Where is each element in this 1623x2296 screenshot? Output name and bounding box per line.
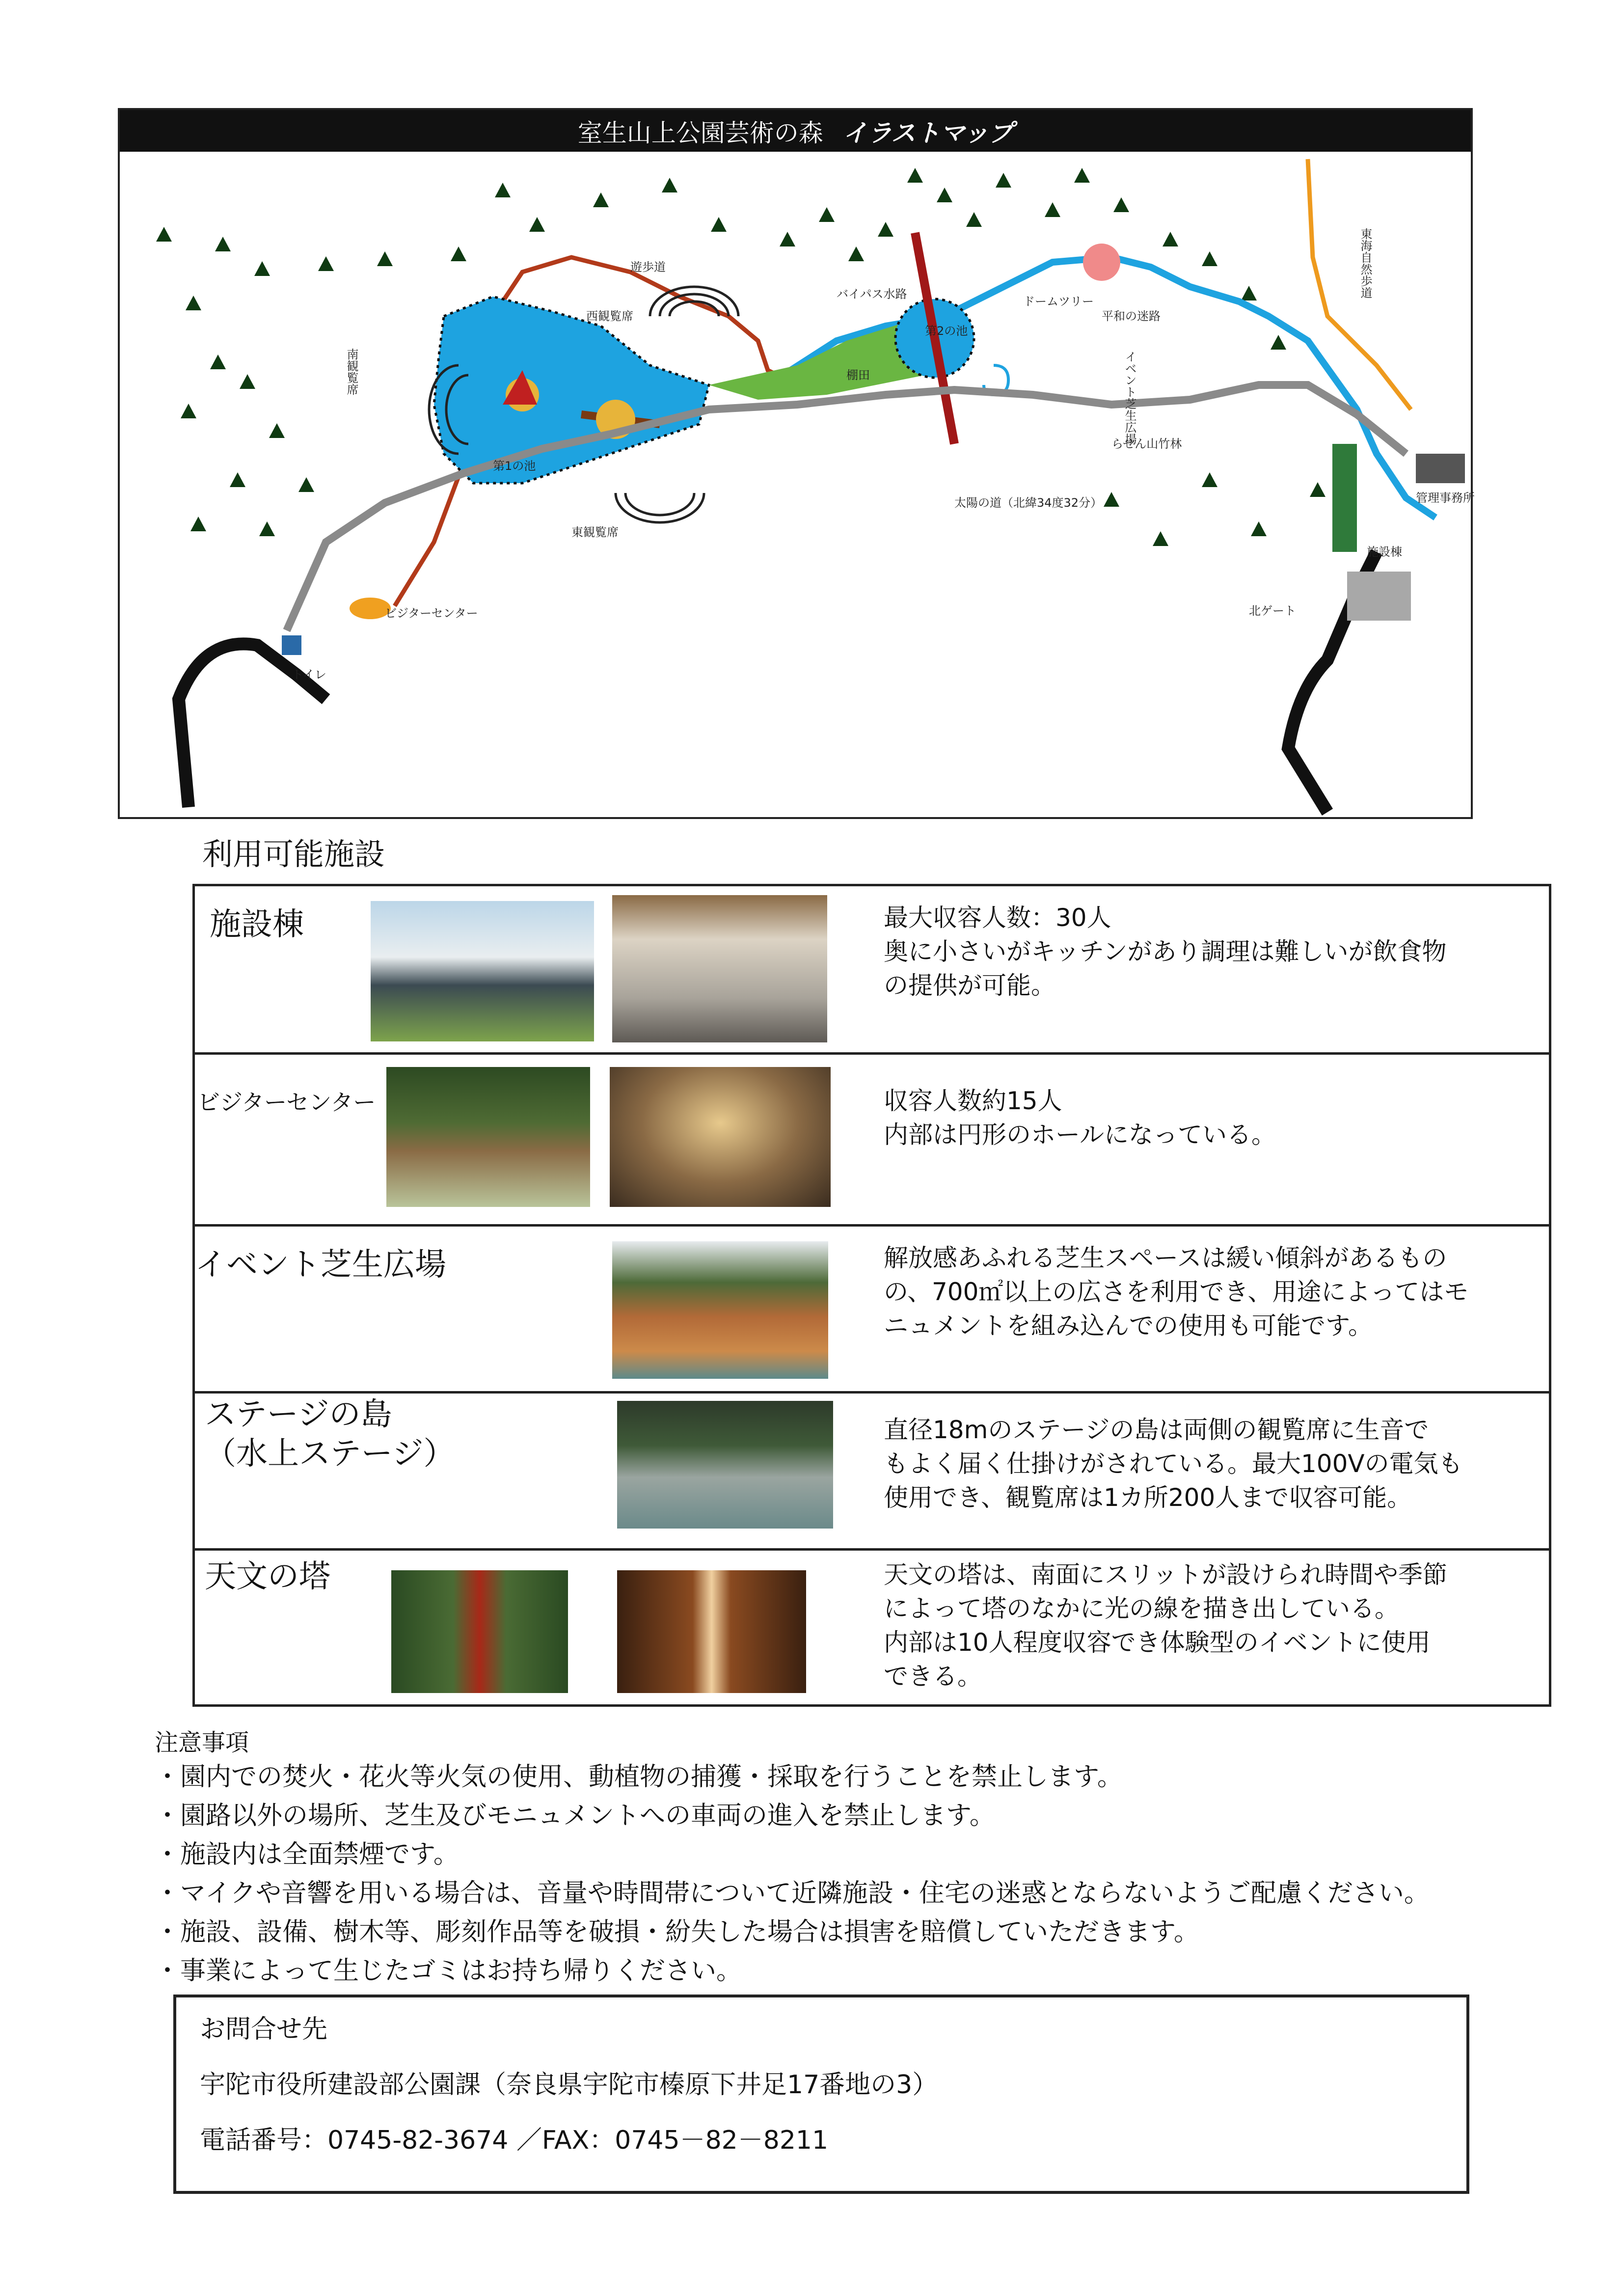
desc-line: 最大収容人数：30人 [884,903,1111,932]
facilities-heading: 利用可能施設 [202,836,385,872]
note-item: ・施設内は全面禁煙です。 [155,1840,459,1869]
tree-icon [780,232,795,246]
map-graphic [120,110,1471,817]
facility-name: ビジターセンター [197,1089,376,1116]
label-tanada: 棚田 [846,368,870,382]
label-facility: 施設棟 [1367,545,1402,559]
tree-icon [240,374,255,389]
label-maze: 平和の迷路 [1102,309,1161,323]
facilities-table [192,884,1551,1707]
tree-icon [190,517,206,531]
tree-icon [318,256,334,271]
tree-icon [156,227,172,242]
tree-icon [848,246,864,261]
facility-row [195,1551,1549,1707]
tree-icon [937,188,952,202]
tree-icon [1153,531,1168,546]
tree-icon [529,217,545,232]
tree-icon [1271,335,1286,350]
tree-icon [215,237,231,251]
facility-row [195,886,1549,1055]
facility-name: 施設棟 [210,906,304,943]
label-dome-tree: ドームツリー [1023,295,1094,308]
facility-row [195,1394,1549,1551]
tree-icon [878,222,893,237]
facility-name-sub: （水上ステージ） [205,1436,455,1472]
contact-box [173,1995,1469,2194]
facility-desc [884,1558,1537,1694]
photo-event-lawn [612,1241,828,1379]
label-south-seats: 南観覧席 [345,348,358,395]
facility-desc [884,1241,1537,1343]
photo-visitor-interior [610,1067,831,1207]
desc-line: もよく届く仕掛けがされている。最大100Vの電気も [884,1449,1463,1478]
contact-heading: お問合せ先 [200,2015,328,2044]
label-west-seats: 西観覧席 [586,309,633,323]
tree-icon [210,355,226,369]
desc-line: 奥に小さいがキッチンがあり調理は難しいが飲食物 [884,937,1447,966]
tree-icon [1251,521,1267,536]
desc-line: できる。 [884,1662,982,1691]
trees [156,168,1325,546]
notes-heading: 注意事項 [155,1729,249,1756]
tree-icon [254,261,270,276]
tree-icon [1163,232,1178,246]
photo-facility-exterior [371,901,594,1041]
label-management: 管理事務所 [1416,491,1475,505]
tree-icon [377,251,393,266]
label-spiral-bamboo: らせん山竹林 [1111,437,1182,451]
tree-icon [966,212,982,227]
label-visitor-center: ビジターセンター [385,606,478,620]
tree-icon [1202,472,1217,487]
management-building [1416,454,1465,483]
facility-row [195,1227,1549,1394]
label-bypass: バイパス水路 [837,287,907,301]
tree-icon [593,192,609,207]
photo-tower-interior [617,1570,806,1693]
tree-icon [907,168,923,183]
tree-icon [259,521,275,536]
tree-icon [230,472,245,487]
note-item: ・施設、設備、樹木等、彫刻作品等を破損・紛失した場合は損害を賠償していただきます。 [155,1917,1199,1947]
label-north-gate: 北ゲート [1249,604,1296,618]
tree-icon [996,173,1011,188]
tree-icon [662,178,677,192]
note-item: ・事業によって生じたゴミはお持ち帰りください。 [155,1956,742,1986]
photo-visitor-exterior [386,1067,590,1207]
facility-building [1332,444,1357,552]
tree-icon [1241,286,1257,301]
tree-icon [1310,482,1325,497]
tree-icon [181,404,196,418]
desc-line: ニュメントを組み込んでの使用も可能です。 [884,1312,1373,1340]
tree-icon [819,207,835,222]
pond-1 [434,297,709,483]
facility-desc [884,1413,1537,1515]
label-tokai-trail: 東海自然歩道 [1358,228,1372,299]
tree-icon [1074,168,1090,183]
label-pond-2: 第2の池 [925,324,968,338]
desc-line: の、700㎡以上の広さを利用でき、用途によってはモ [884,1278,1469,1306]
map-title: 室生山上公園芸術の森 [577,118,823,147]
desc-line: 内部は10人程度収容でき体験型のイベントに使用 [884,1628,1431,1657]
facility-desc [884,901,1537,1003]
desc-line: の提供が可能。 [884,971,1055,1000]
tree-icon [269,423,285,438]
note-item: ・園内での焚火・花火等火気の使用、動植物の捕獲・採取を行うことを禁止します。 [155,1762,1123,1792]
notes-list [155,1758,1430,1991]
tree-icon [1045,202,1060,217]
tree-icon [451,246,466,261]
tree-icon [1113,197,1129,212]
tree-icon [186,296,201,310]
map-title-bold: イラストマップ [842,118,1013,147]
desc-line: 内部は円形のホールになっている。 [884,1121,1276,1149]
facility-desc [884,1084,1537,1152]
desc-line: によって塔のなかに光の線を描き出している。 [884,1594,1399,1623]
label-pond-1: 第1の池 [493,459,536,473]
contact-phone: 電話番号：0745-82-3674 ／FAX：0745－82－8211 [200,2126,829,2155]
tree-icon [1104,492,1119,507]
contact-department: 宇陀市役所建設部公園課（奈良県宇陀市榛原下井足17番地の3） [200,2070,938,2100]
desc-line: 収容人数約15人 [884,1087,1062,1115]
desc-line: 直径18mのステージの島は両側の観覧席に生音で [884,1416,1429,1444]
photo-stage-island [617,1401,833,1529]
tree-icon [1202,251,1217,266]
desc-line: 天文の塔は、南面にスリットが設けられ時間や季節 [884,1560,1447,1589]
tree-icon [495,183,511,197]
label-toilet: トイレ [292,668,326,682]
tree-icon [711,217,727,232]
facility-row [195,1055,1549,1227]
label-trail: 遊歩道 [630,260,666,274]
label-event-lawn: イベント芝生広場 [1123,351,1136,445]
facility-name: ステージの島 [205,1396,392,1433]
desc-line: 解放感あふれる芝生スペースは緩い傾斜があるもの [884,1244,1447,1272]
photo-facility-interior [612,895,827,1042]
illustrated-map [118,108,1473,819]
label-sun-road: 太陽の道（北緯34度32分） [954,496,1103,510]
facility-name: イベント芝生広場 [195,1247,446,1283]
note-item: ・園路以外の場所、芝生及びモニュメントへの車両の進入を禁止します。 [155,1801,995,1831]
facility-name: 天文の塔 [205,1558,330,1595]
note-item: ・マイクや音響を用いる場合は、音量や時間帯について近隣施設・住宅の迷惑とならないようご配慮ください。 [155,1879,1430,1908]
tree-icon [298,477,314,492]
desc-line: 使用でき、観覧席は1カ所200人まで収容可能。 [884,1483,1412,1512]
label-east-seats: 東観覧席 [571,525,619,539]
photo-tower-exterior [391,1570,568,1693]
